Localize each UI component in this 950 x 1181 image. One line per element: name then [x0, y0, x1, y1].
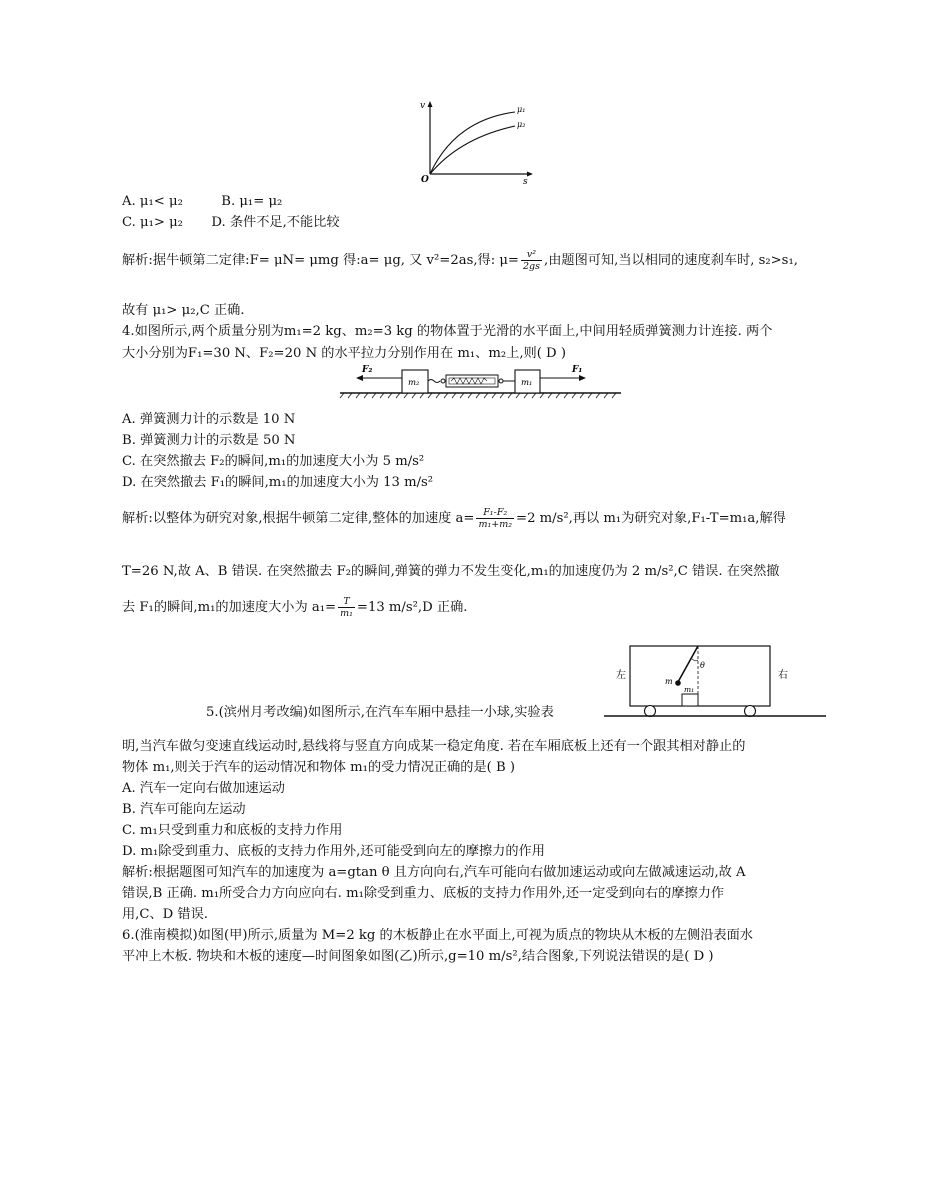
q5-stem-line1: 5.(滨州月考改编)如图所示,在汽车车厢中悬挂一小球,实验表	[206, 705, 554, 720]
q5-solution-line3: 用,C、D 错误.	[122, 907, 208, 922]
q3-option-d: D. 条件不足,不能比较	[211, 215, 340, 230]
q5-option-c: C. m₁只受到重力和底板的支持力作用	[122, 823, 343, 838]
wheel-left	[645, 706, 656, 717]
f2-label: F₂	[362, 365, 373, 375]
m1-label: m₁	[521, 378, 533, 388]
q4-solution-line3: 去 F₁的瞬间,m₁的加速度大小为 a₁= $\frac{T}{\text{m₁}}$ =13 m/s²,D 正确.	[122, 596, 468, 619]
axis-s-label: s	[523, 177, 528, 187]
q5-stem-line2: 明,当汽车做匀变速直线运动时,悬线将与竖直方向成某一稳定角度. 若在车厢底板上还有一个跟其相对静止的	[122, 739, 746, 754]
q4-solution-line2: T=26 N,故 A、B 错误. 在突然撤去 F₂的瞬间,弹簧的弹力不发生变化,m₁的加速度仍为 2 m/s²,C 错误. 在突然撤	[122, 564, 780, 579]
carriage-box	[630, 646, 770, 706]
q5-stem-line3: 物体 m₁,则关于汽车的运动情况和物体 m₁的受力情况正确的是( B )	[122, 760, 516, 775]
pendulum-ball	[675, 680, 681, 686]
v-s-graph	[415, 98, 540, 188]
q3-solution-line1: 解析:据牛顿第二定律:F= μN= μmg 得:a= μg, 又 v²=2as,得: μ= $\frac{\text{v²}}{2gs}$ ,由题图可知,当以相同的速度刹车时, s₂>s₁,	[122, 249, 798, 272]
mu2-label: μ₂	[517, 120, 526, 129]
origin-label: O	[421, 175, 429, 185]
q4-option-d: D. 在突然撤去 F₁的瞬间,m₁的加速度大小为 13 m/s²	[122, 475, 434, 490]
q4-option-a: A. 弹簧测力计的示数是 10 N	[122, 412, 296, 427]
q5-solution-line2: 错误,B 正确. m₁所受合力方向应向右. m₁除受到重力、底板的支持力作用外,还一定受到向右的摩擦力作	[122, 886, 725, 901]
hook-left	[428, 380, 440, 383]
m2-label: m₂	[408, 378, 420, 388]
curve-mu1	[430, 112, 515, 174]
ball-m-label: m	[665, 677, 673, 686]
spring-scale-figure	[338, 362, 623, 402]
axis-v-label: v	[420, 101, 426, 111]
mu1-label: μ₁	[517, 105, 526, 114]
q4-fraction-2: $\frac{T}{\text{m₁}}$	[340, 596, 353, 619]
q5-solution-line1: 解析:根据题图可知汽车的加速度为 a=gtan θ 且方向向右,汽车可能向右做加速运动或向左做减速运动,故 A	[122, 865, 746, 880]
f1-label: F₁	[572, 365, 583, 375]
q4-stem-line1: 4.如图所示,两个质量分别为m₁=2 kg、m₂=3 kg 的物体置于光滑的水平面上,中间用轻质弹簧测力计连接. 两个	[122, 324, 773, 339]
q6-stem-line1: 6.(淮南模拟)如图(甲)所示,质量为 M=2 kg 的木板静止在水平面上,可视为质点的物块从木板的左侧沿表面水	[122, 928, 753, 943]
q3-option-a: A. μ₁< μ₂	[122, 194, 183, 209]
q5-option-a: A. 汽车一定向右做加速运动	[122, 781, 285, 796]
q3-solution-line2: 故有 μ₁> μ₂,C 正确.	[122, 303, 245, 318]
q6-stem-line2: 平冲上木板. 物块和木板的速度—时间图象如图(乙)所示,g=10 m/s²,结合图象,下列说法错误的是( D )	[122, 949, 714, 964]
q4-option-c: C. 在突然撤去 F₂的瞬间,m₁的加速度大小为 5 m/s²	[122, 454, 425, 469]
wheel-right	[745, 706, 756, 717]
car-carriage-figure	[600, 640, 830, 718]
left-label: 左	[616, 670, 626, 681]
q4-option-b: B. 弹簧测力计的示数是 50 N	[122, 433, 296, 448]
q4-solution-line1: 解析:以整体为研究对象,根据牛顿第二定律,整体的加速度 a= $\frac{\text{F₁-F₂}}{\text{m₁+m₂}}$ =2 m/s²,再以 m₁为研究对象,F₁-T=m₁a,解得	[122, 507, 786, 530]
q3-option-c: C. μ₁> μ₂	[122, 215, 183, 230]
q3-fraction: $\frac{\text{v²}}{2gs}$	[522, 249, 540, 272]
q3-options-row1	[122, 193, 282, 211]
right-label: 右	[778, 670, 788, 681]
q4-stem-line2: 大小分别为F₁=30 N、F₂=20 N 的水平拉力分别作用在 m₁、m₂上,则( D )	[122, 346, 566, 361]
spring-scale-body	[446, 375, 498, 387]
q3-options-row2	[122, 214, 340, 232]
q4-fraction-1: $\frac{\text{F₁-F₂}}{\text{m₁+m₂}}$	[478, 507, 513, 530]
curve-mu2	[430, 126, 515, 174]
ground-hatching	[340, 393, 616, 398]
theta-label: θ	[700, 661, 705, 670]
block-m1-car	[682, 694, 698, 706]
car-m1-label: m₁	[684, 685, 695, 694]
q5-option-d: D. m₁除受到重力、底板的支持力作用外,还可能受到向左的摩擦力的作用	[122, 844, 545, 859]
q5-option-b: B. 汽车可能向左运动	[122, 802, 246, 817]
q3-option-b: B. μ₁= μ₂	[221, 194, 283, 209]
